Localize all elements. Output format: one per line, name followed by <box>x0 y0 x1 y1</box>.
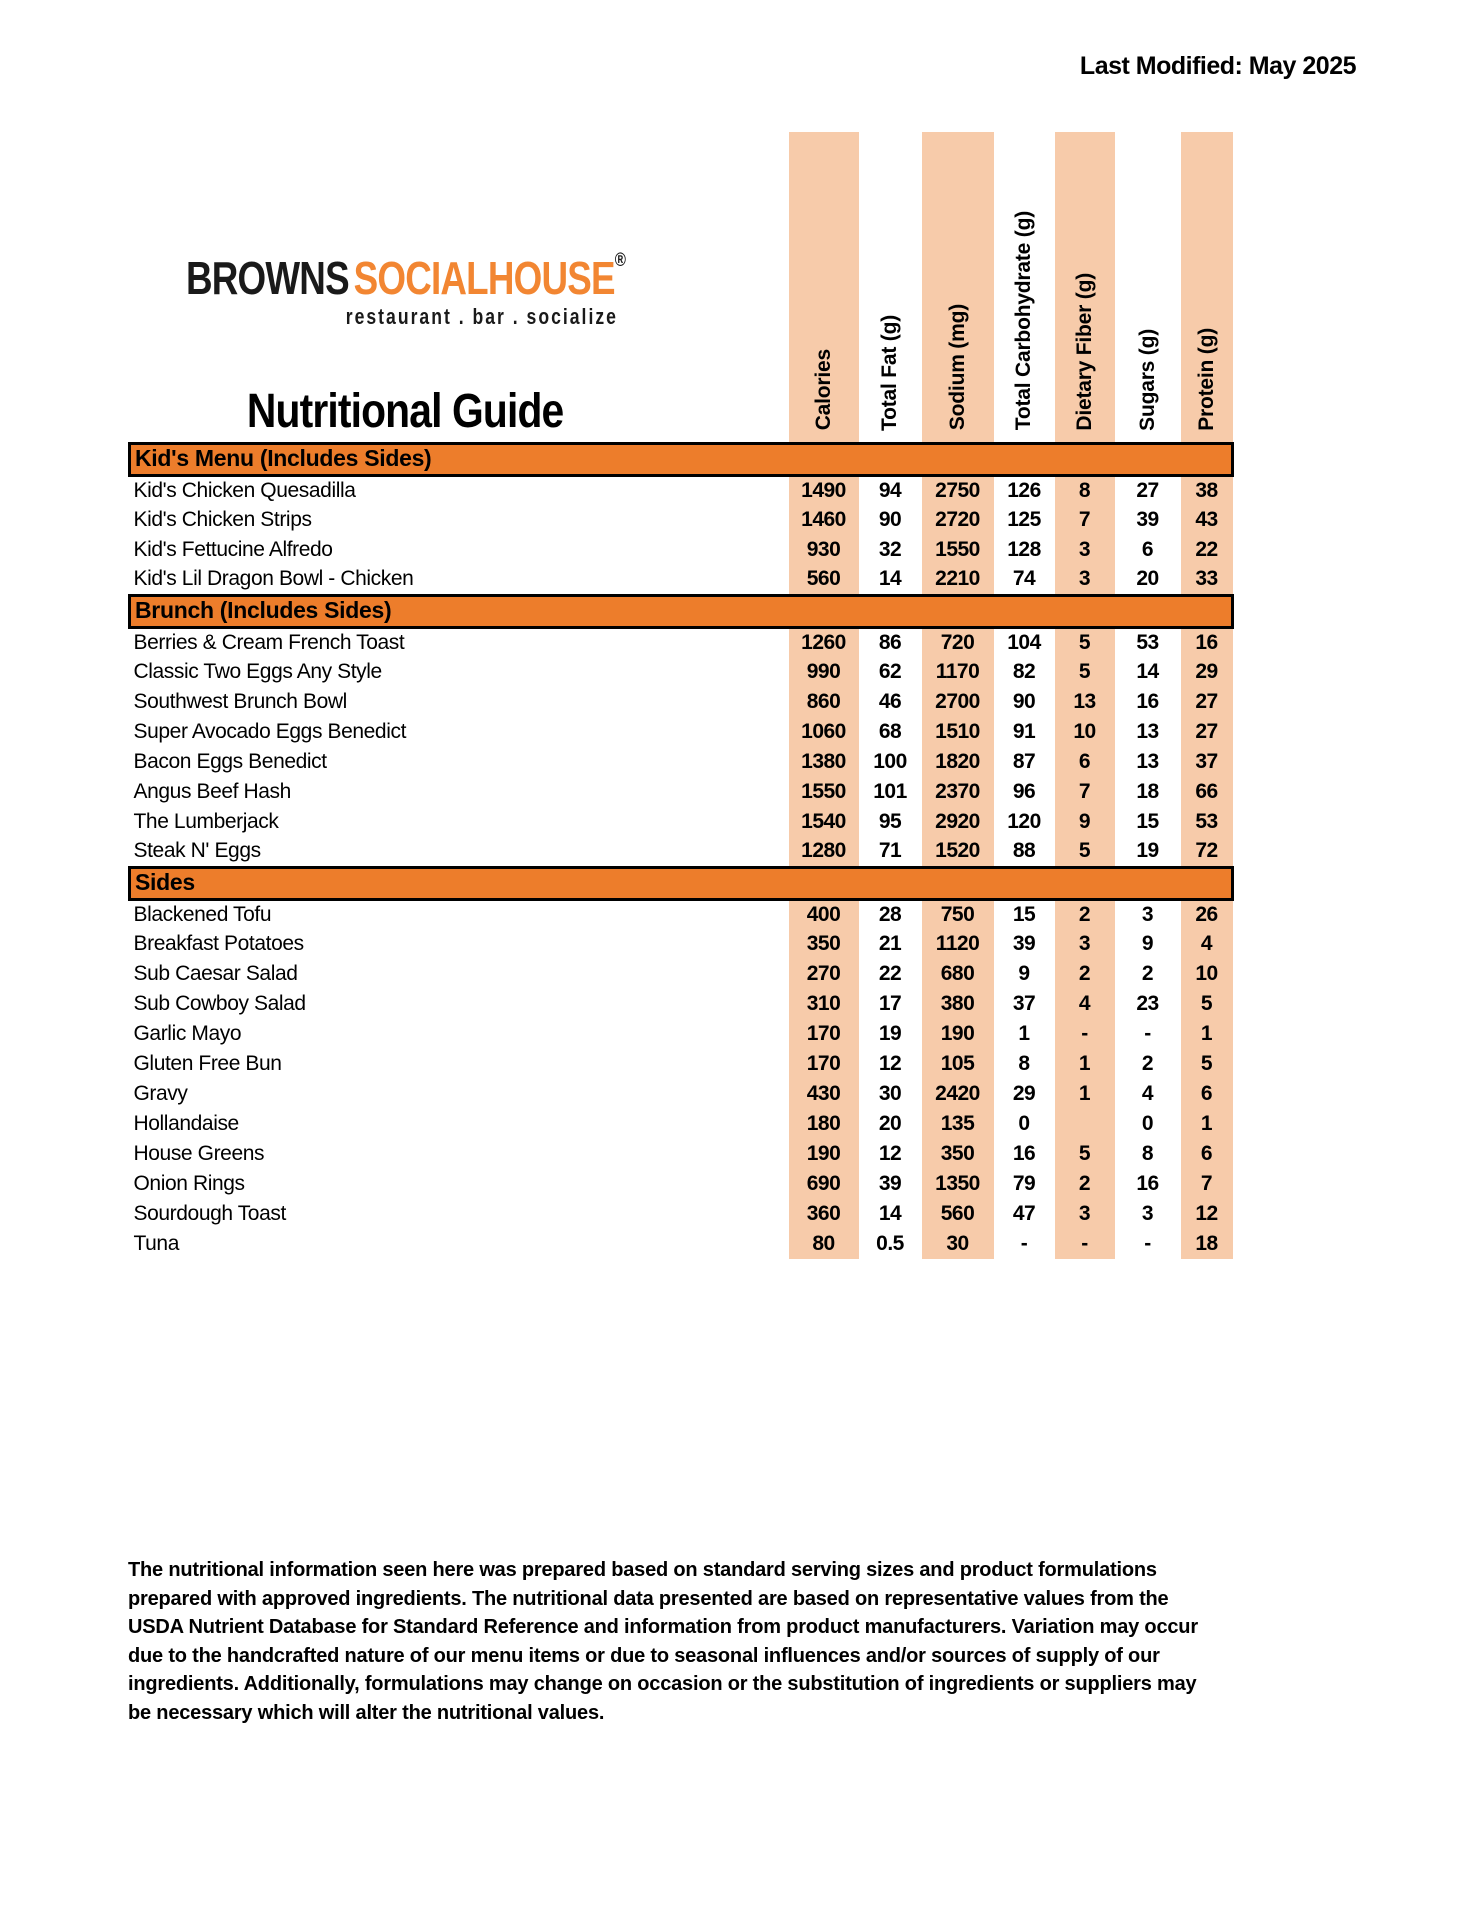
nutrition-value-cell: 1490 <box>789 475 859 505</box>
nutrition-value-cell: 12 <box>878 1142 902 1165</box>
nutrition-value-cell: 29 <box>1181 657 1233 687</box>
nutrition-value-cell: 2 <box>1055 899 1115 929</box>
nutrition-value-cell: 1 <box>1018 1022 1030 1045</box>
nutrition-value-cell: 1510 <box>922 717 994 747</box>
column-header-label: Calories <box>811 349 835 431</box>
nutrition-value-cell: 14 <box>1136 660 1159 683</box>
nutrition-value-cell: 30 <box>922 1229 994 1259</box>
nutrition-value-cell: 7 <box>1181 1169 1233 1199</box>
nutrition-value-cell: 88 <box>1012 839 1036 863</box>
nutrition-value-cell: 3 <box>1055 565 1115 595</box>
nutrition-value-cell: 1 <box>1055 1049 1115 1079</box>
nutrition-value-cell: 16 <box>1181 627 1233 657</box>
nutrition-value-cell: 690 <box>789 1169 859 1199</box>
nutrition-value-cell: 39 <box>1012 932 1036 955</box>
nutrition-value-cell: 27 <box>1181 687 1233 717</box>
brand-wordmark <box>185 249 626 304</box>
nutrition-value-cell: 1350 <box>922 1169 994 1199</box>
nutrition-value-cell: 2920 <box>922 807 994 837</box>
nutrition-value-cell: 53 <box>1181 807 1233 837</box>
menu-item-row <box>130 1049 1233 1079</box>
section-header: Sides <box>130 867 1233 899</box>
menu-item-row <box>130 1169 1233 1199</box>
nutrition-value-cell: - <box>1144 1022 1151 1045</box>
nutrition-value-cell: 3 <box>1055 929 1115 959</box>
section-header-row <box>130 443 1233 475</box>
nutrition-value-cell: 400 <box>789 899 859 929</box>
menu-item-row <box>130 929 1233 959</box>
nutrition-value-cell: 37 <box>1012 992 1036 1015</box>
menu-item-name: Gluten Free Bun <box>130 1049 789 1079</box>
nutrition-value-cell: 126 <box>1007 478 1041 502</box>
nutrition-value-cell: 6 <box>1141 538 1154 561</box>
menu-item-row <box>130 959 1233 989</box>
nutrition-value-cell: 14 <box>878 567 902 591</box>
nutrition-value-cell: 2 <box>1055 1169 1115 1199</box>
nutrition-value-cell: 190 <box>922 1019 994 1049</box>
nutrition-value-cell: 26 <box>1181 899 1233 929</box>
nutrition-value-cell: 270 <box>789 959 859 989</box>
nutrition-value-cell: 1 <box>1181 1019 1233 1049</box>
nutrition-value-cell: 16 <box>1136 690 1159 713</box>
nutrition-value-cell: 68 <box>878 720 902 743</box>
nutrition-value-cell: 82 <box>1012 660 1036 683</box>
menu-item-name: Tuna <box>130 1229 789 1259</box>
menu-item-name: Onion Rings <box>130 1169 789 1199</box>
registered-trademark-mark: ® <box>614 249 626 271</box>
nutrition-value-cell: 2 <box>1055 959 1115 989</box>
menu-item-name: House Greens <box>130 1139 789 1169</box>
section-header: Kid's Menu (Includes Sides) <box>130 443 1233 475</box>
nutrition-value-cell: 1540 <box>789 807 859 837</box>
menu-item-row <box>130 475 1233 505</box>
column-header-row <box>130 132 1233 443</box>
nutrition-value-cell: 5 <box>1055 657 1115 687</box>
nutrition-value-cell: 18 <box>1181 1229 1233 1259</box>
nutrition-value-cell: 560 <box>789 565 859 595</box>
nutrition-value-cell: 310 <box>789 989 859 1019</box>
nutrition-value-cell: 47 <box>1012 1202 1036 1225</box>
nutrition-value-cell: 95 <box>878 810 902 833</box>
nutrition-value-cell: 4 <box>1181 929 1233 959</box>
page-title: Nutritional Guide <box>247 384 564 438</box>
nutrition-value-cell: 104 <box>1007 630 1041 654</box>
nutrition-value-cell: 5 <box>1055 627 1115 657</box>
menu-item-name: Kid's Fettucine Alfredo <box>130 535 789 565</box>
menu-item-row <box>130 747 1233 777</box>
menu-item-name: Berries & Cream French Toast <box>130 627 789 657</box>
nutrition-value-cell: 30 <box>878 1082 902 1105</box>
nutrition-value-cell: 28 <box>878 902 902 926</box>
nutrition-value-cell: 22 <box>1181 535 1233 565</box>
nutrition-value-cell: 5 <box>1055 1139 1115 1169</box>
nutrition-value-cell: 5 <box>1181 1049 1233 1079</box>
nutrition-value-cell: 16 <box>1136 1172 1159 1195</box>
nutrition-value-cell: 16 <box>1012 1142 1036 1165</box>
last-modified-label: Last Modified: May 2025 <box>1079 52 1356 80</box>
nutrition-value-cell: 53 <box>1136 630 1159 654</box>
nutrition-value-cell: 72 <box>1181 837 1233 867</box>
nutrition-value-cell: 22 <box>878 962 902 985</box>
nutrition-value-cell: 0.5 <box>876 1232 904 1255</box>
nutrition-value-cell: 20 <box>878 1112 902 1135</box>
menu-item-name: Blackened Tofu <box>130 899 789 929</box>
nutrition-value-cell: 7 <box>1055 505 1115 535</box>
nutrition-value-cell: 90 <box>878 508 902 531</box>
nutrition-value-cell: 1280 <box>789 837 859 867</box>
menu-item-name: Bacon Eggs Benedict <box>130 747 789 777</box>
menu-item-row <box>130 535 1233 565</box>
menu-item-name: Sourdough Toast <box>130 1199 789 1229</box>
nutrition-value-cell: 2 <box>1141 1052 1154 1075</box>
menu-item-name: Southwest Brunch Bowl <box>130 687 789 717</box>
menu-item-row <box>130 807 1233 837</box>
menu-item-name: Sub Cowboy Salad <box>130 989 789 1019</box>
nutrition-value-cell: 91 <box>1012 720 1036 743</box>
column-header-label: Total Fat (g) <box>878 314 902 431</box>
nutrition-value-cell: 2420 <box>922 1079 994 1109</box>
nutrition-value-cell: 3 <box>1141 1202 1154 1225</box>
nutrition-value-cell: 7 <box>1055 777 1115 807</box>
nutrition-value-cell: 180 <box>789 1109 859 1139</box>
nutrition-value-cell: 350 <box>922 1139 994 1169</box>
nutrition-value-cell: 1550 <box>922 535 994 565</box>
column-header-protein-g <box>1181 132 1233 443</box>
nutrition-value-cell: 930 <box>789 535 859 565</box>
menu-item-row <box>130 657 1233 687</box>
nutrition-value-cell: 8 <box>1055 475 1115 505</box>
nutrition-value-cell: - <box>1144 1232 1151 1255</box>
nutrition-value-cell: 2720 <box>922 505 994 535</box>
nutrition-value-cell: 100 <box>873 750 907 773</box>
column-header-total-fat-g <box>859 132 922 443</box>
column-header-calories <box>789 132 859 443</box>
nutrition-value-cell: 1820 <box>922 747 994 777</box>
menu-item-row <box>130 717 1233 747</box>
nutrition-value-cell: 350 <box>789 929 859 959</box>
nutrition-value-cell: 74 <box>1012 567 1036 591</box>
nutrition-value-cell: 170 <box>789 1049 859 1079</box>
nutrition-value-cell: 2210 <box>922 565 994 595</box>
nutrition-value-cell: 71 <box>878 839 902 863</box>
nutrition-value-cell: 990 <box>789 657 859 687</box>
nutrition-value-cell: 66 <box>1181 777 1233 807</box>
column-header-label: Sodium (mg) <box>945 304 969 431</box>
nutrition-value-cell: 96 <box>1012 780 1036 803</box>
nutrition-value-cell: 18 <box>1136 780 1159 803</box>
nutrition-value-cell: 1 <box>1181 1109 1233 1139</box>
nutrition-value-cell: 21 <box>878 932 902 955</box>
nutrition-value-cell: 1460 <box>789 505 859 535</box>
nutrition-value-cell: 90 <box>1012 690 1036 713</box>
brand-block <box>130 132 682 442</box>
column-header-sodium-mg <box>922 132 994 443</box>
menu-item-name: Steak N' Eggs <box>130 837 789 867</box>
brand-logo <box>186 251 626 330</box>
nutrition-value-cell: 27 <box>1181 717 1233 747</box>
nutrition-value-cell: 8 <box>1141 1142 1154 1165</box>
section-header-row <box>130 867 1233 899</box>
column-header-dietary-fiber-g <box>1055 132 1115 443</box>
menu-item-row <box>130 1139 1233 1169</box>
nutrition-value-cell: 6 <box>1055 747 1115 777</box>
nutrition-value-cell: 38 <box>1181 475 1233 505</box>
section-header-row <box>130 595 1233 627</box>
nutrition-value-cell: - <box>1020 1232 1028 1255</box>
nutrition-value-cell: 1120 <box>922 929 994 959</box>
nutrition-value-cell: 680 <box>922 959 994 989</box>
nutrition-value-cell: 19 <box>878 1022 902 1045</box>
menu-item-name: Kid's Chicken Strips <box>130 505 789 535</box>
menu-item-row <box>130 687 1233 717</box>
menu-item-name: The Lumberjack <box>130 807 789 837</box>
menu-item-name: Breakfast Potatoes <box>130 929 789 959</box>
menu-item-name: Kid's Lil Dragon Bowl - Chicken <box>130 565 789 595</box>
nutrition-value-cell: 20 <box>1136 567 1159 591</box>
nutrition-value-cell: 430 <box>789 1079 859 1109</box>
nutrition-value-cell: 12 <box>878 1052 902 1075</box>
nutrition-value-cell: 23 <box>1136 992 1159 1015</box>
nutrition-value-cell: 3 <box>1055 1199 1115 1229</box>
nutrition-value-cell: 120 <box>1007 810 1041 833</box>
nutrition-value-cell: 27 <box>1136 478 1159 502</box>
nutrition-value-cell: 1550 <box>789 777 859 807</box>
menu-item-name: Gravy <box>130 1079 789 1109</box>
nutrition-value-cell: 1520 <box>922 837 994 867</box>
menu-item-row <box>130 777 1233 807</box>
menu-item-row <box>130 1019 1233 1049</box>
menu-item-name: Hollandaise <box>130 1109 789 1139</box>
nutrition-value-cell: 0 <box>1141 1112 1154 1135</box>
nutrition-value-cell: 10 <box>1055 717 1115 747</box>
nutrition-value-cell: 0 <box>1018 1112 1030 1135</box>
section-header: Brunch (Includes Sides) <box>130 595 1233 627</box>
menu-item-row <box>130 505 1233 535</box>
column-header-label: Sugars (g) <box>1135 328 1159 431</box>
menu-item-row <box>130 565 1233 595</box>
column-header-label: Total Carbohydrate (g) <box>1012 211 1036 431</box>
column-header-total-carbohydrate-g <box>994 132 1055 443</box>
nutrition-value-cell: 170 <box>789 1019 859 1049</box>
nutrition-value-cell: 360 <box>789 1199 859 1229</box>
nutrition-value-cell: 5 <box>1181 989 1233 1019</box>
nutrition-value-cell: 125 <box>1007 508 1041 531</box>
nutrition-value-cell: 12 <box>1181 1199 1233 1229</box>
nutrition-value-cell: 14 <box>878 1202 902 1225</box>
menu-item-name: Classic Two Eggs Any Style <box>130 657 789 687</box>
nutrition-value-cell: 105 <box>922 1049 994 1079</box>
menu-item-name: Super Avocado Eggs Benedict <box>130 717 789 747</box>
nutrition-value-cell: 79 <box>1012 1172 1036 1195</box>
nutrition-value-cell: 87 <box>1012 750 1036 773</box>
nutrition-value-cell: 19 <box>1136 839 1159 863</box>
nutrition-value-cell: 1 <box>1055 1079 1115 1109</box>
menu-item-row <box>130 1109 1233 1139</box>
nutrition-value-cell: 3 <box>1055 535 1115 565</box>
nutrition-value-cell: 32 <box>878 538 902 561</box>
column-header-sugars-g <box>1115 132 1181 443</box>
brand-name-browns: BROWNS <box>185 251 349 304</box>
menu-item-name: Kid's Chicken Quesadilla <box>130 475 789 505</box>
nutrition-value-cell: 13 <box>1136 720 1159 743</box>
nutrition-value-cell <box>1055 1109 1115 1139</box>
column-header-label: Protein (g) <box>1194 327 1218 431</box>
nutrition-value-cell: 9 <box>1018 962 1030 985</box>
nutrition-value-cell: 128 <box>1007 538 1041 561</box>
nutrition-value-cell: 2370 <box>922 777 994 807</box>
disclaimer-text: The nutritional information seen here was prepared based on standard serving sizes and product formulations prepared with approved ingredients. The nutritional data presented are based on representative values from the USDA Nutrient Database for Standard Reference and information from product manufacturers. Variation may occur due to the handcrafted nature of our menu items or due to seasonal influences and/or sources of supply of our ingredients. Additionally, formulations may change on occasion or the substitution of ingredients or suppliers may be necessary which will alter the nutritional values. <box>128 1559 1198 1724</box>
nutrition-value-cell: 33 <box>1181 565 1233 595</box>
nutrition-value-cell: 15 <box>1136 810 1159 833</box>
nutrition-table <box>128 132 1234 1259</box>
nutrition-value-cell: 39 <box>1136 508 1159 531</box>
nutrition-value-cell: 6 <box>1181 1139 1233 1169</box>
nutrition-value-cell: 101 <box>873 780 907 803</box>
nutrition-value-cell: 4 <box>1141 1082 1154 1105</box>
nutrition-value-cell: 29 <box>1012 1082 1036 1105</box>
nutrition-value-cell: 13 <box>1055 687 1115 717</box>
nutrition-value-cell: 1380 <box>789 747 859 777</box>
nutrition-value-cell: 720 <box>922 627 994 657</box>
nutrition-value-cell: 8 <box>1018 1052 1030 1075</box>
nutrition-value-cell: - <box>1055 1019 1115 1049</box>
menu-item-name: Angus Beef Hash <box>130 777 789 807</box>
nutrition-value-cell: 1170 <box>922 657 994 687</box>
nutrition-value-cell: 80 <box>789 1229 859 1259</box>
nutrition-value-cell: 3 <box>1141 902 1154 926</box>
nutrition-value-cell: 2700 <box>922 687 994 717</box>
nutrition-value-cell: 560 <box>922 1199 994 1229</box>
menu-item-row <box>130 899 1233 929</box>
nutrition-value-cell: 17 <box>878 992 902 1015</box>
nutrition-value-cell: 46 <box>878 690 902 713</box>
nutrition-value-cell: 135 <box>922 1109 994 1139</box>
nutrition-value-cell: 750 <box>922 899 994 929</box>
brand-name-socialhouse: SOCIALHOUSE <box>353 251 615 304</box>
nutrition-value-cell: 9 <box>1055 807 1115 837</box>
nutrition-value-cell: 860 <box>789 687 859 717</box>
nutrition-value-cell: 62 <box>878 660 902 683</box>
table-corner-cell <box>130 132 789 443</box>
nutrition-value-cell: 37 <box>1181 747 1233 777</box>
menu-item-row <box>130 1229 1233 1259</box>
menu-item-row <box>130 989 1233 1019</box>
nutrition-value-cell: 1260 <box>789 627 859 657</box>
nutrition-value-cell: 86 <box>878 630 902 654</box>
column-header-label: Dietary Fiber (g) <box>1072 272 1096 431</box>
nutrition-value-cell: - <box>1055 1229 1115 1259</box>
nutrition-value-cell: 10 <box>1181 959 1233 989</box>
nutrition-value-cell: 2750 <box>922 475 994 505</box>
nutrition-value-cell: 15 <box>1012 902 1036 926</box>
menu-item-name: Garlic Mayo <box>130 1019 789 1049</box>
nutrition-value-cell: 4 <box>1055 989 1115 1019</box>
nutrition-value-cell: 94 <box>878 478 902 502</box>
menu-item-row <box>130 627 1233 657</box>
nutrition-value-cell: 380 <box>922 989 994 1019</box>
nutrition-value-cell: 6 <box>1181 1079 1233 1109</box>
nutrition-value-cell: 13 <box>1136 750 1159 773</box>
menu-item-name: Sub Caesar Salad <box>130 959 789 989</box>
nutrition-value-cell: 2 <box>1141 962 1154 985</box>
nutrition-value-cell: 9 <box>1141 932 1154 955</box>
brand-tagline: restaurant . bar . socialize <box>345 303 618 329</box>
nutrition-value-cell: 43 <box>1181 505 1233 535</box>
nutrition-value-cell: 190 <box>789 1139 859 1169</box>
menu-item-row <box>130 1199 1233 1229</box>
nutrition-value-cell: 1060 <box>789 717 859 747</box>
nutrition-value-cell: 39 <box>878 1172 902 1195</box>
menu-item-row <box>130 1079 1233 1109</box>
nutrition-value-cell: 5 <box>1055 837 1115 867</box>
menu-item-row <box>130 837 1233 867</box>
